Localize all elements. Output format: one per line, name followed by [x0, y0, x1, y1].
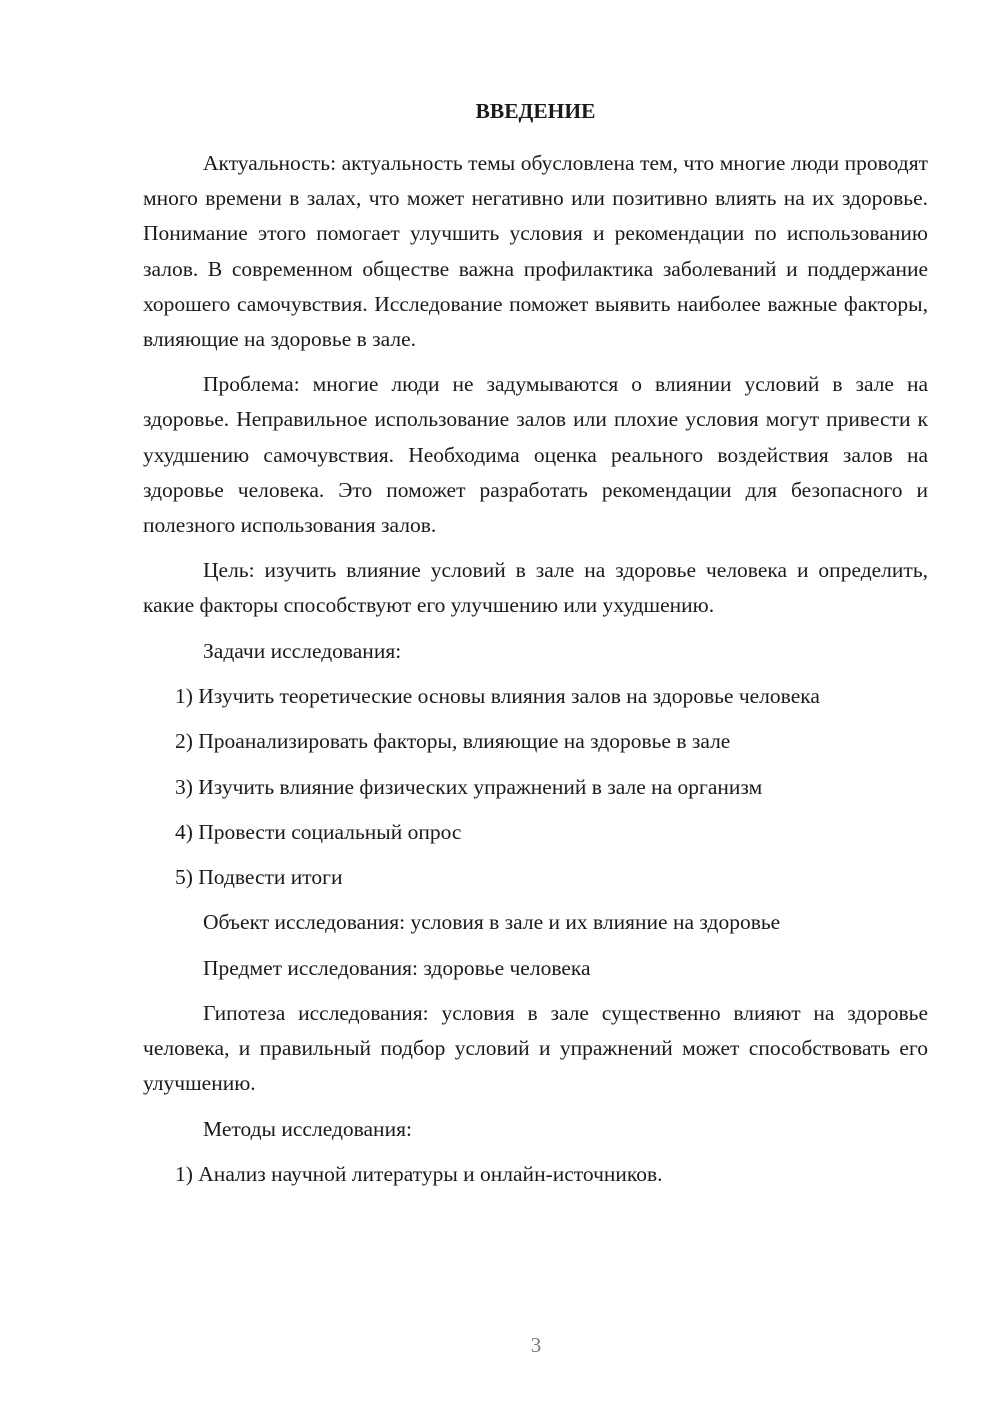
tasks-heading: Задачи исследования: — [203, 638, 402, 663]
task-item: 5) Подвести итоги — [175, 865, 343, 890]
research-subject: Предмет исследования: здоровье человека — [203, 955, 591, 980]
task-item: 2) Проанализировать факторы, влияющие на здоровье в зале — [175, 729, 731, 754]
task-item: 1) Изучить теоретические основы влияния залов на здоровье человека — [175, 683, 820, 708]
relevance-paragraph: Актуальность: актуальность темы обусловлена тем, что многие люди проводят много времени в залах, что может негативно или позитивно влиять на их здоровье. Понимание этого помогает улучшить условия и рекомендации по использованию залов. В современном обществе важна профилактика заболеваний и поддержание хорошего самочувствия. Исследование поможет выявить наиболее важные факторы, влияющие на здоровье в зале. — [143, 151, 928, 352]
research-object: Объект исследования: условия в зале и их влияние на здоровье — [203, 910, 781, 935]
task-item: 3) Изучить влияние физических упражнений в зале на организм — [175, 774, 763, 799]
goal-paragraph: Цель: изучить влияние условий в зале на здоровье человека и определить, какие факторы способствуют его улучшению или ухудшению. — [143, 558, 928, 618]
page-content — [143, 94, 928, 1202]
methods-heading: Методы исследования: — [203, 1116, 412, 1141]
section-title: ВВЕДЕНИЕ — [475, 99, 596, 123]
hypothesis-paragraph: Гипотеза исследования: условия в зале существенно влияют на здоровье человека, и правильный подбор условий и упражнений может способствовать его улучшению. — [143, 1001, 928, 1096]
task-item: 4) Провести социальный опрос — [175, 819, 462, 844]
method-item: 1) Анализ научной литературы и онлайн-источников. — [175, 1161, 663, 1186]
page-number: 3 — [530, 1333, 542, 1357]
problem-paragraph: Проблема: многие люди не задумываются о влиянии условий в зале на здоровье. Неправильное использование залов или плохие условия могут привести к ухудшению самочувствия. Необходима оценка реального воздействия залов на здоровье человека. Это поможет разработать рекомендации для безопасного и полезного использования залов. — [143, 372, 928, 538]
